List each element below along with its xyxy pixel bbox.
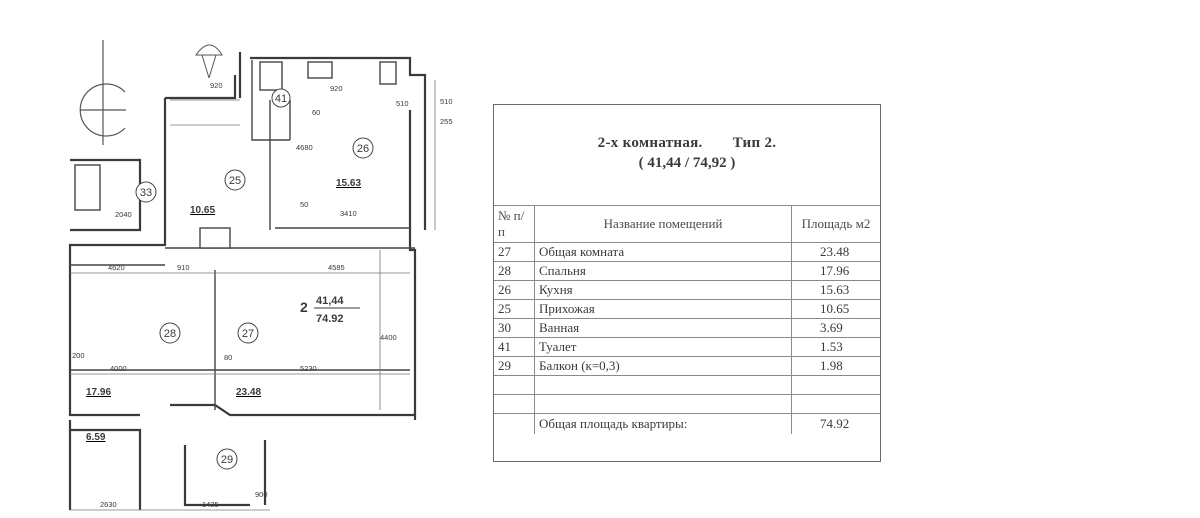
room-number: 26 [356, 143, 370, 155]
table-row: 27 Общая комната 23.48 [494, 243, 880, 262]
room-number: 27 [241, 328, 255, 340]
compass-icon [80, 40, 126, 145]
card-title: 2-х комнатная. [597, 135, 703, 151]
room-number: 28 [163, 328, 177, 340]
total-value: 74.92 [792, 414, 881, 435]
total-label: Общая площадь квартиры: [535, 414, 792, 435]
apartment-living-area: 41,44 [316, 295, 344, 307]
dimension-label: 920 [330, 84, 343, 93]
card-type: Тип 2. [732, 135, 777, 151]
dimension-label: 4400 [380, 333, 397, 342]
room-number: 41 [274, 93, 288, 105]
dimension-label: 920 [210, 81, 223, 90]
room-number: 33 [139, 187, 153, 199]
dimension-label: 255 [440, 117, 453, 126]
table-row: 25 Прихожая 10.65 [494, 300, 880, 319]
floor-plan [0, 0, 490, 518]
card-header [494, 105, 880, 206]
room-area: 23.48 [236, 387, 262, 398]
card-areas: ( 41,44 / 74,92 ) [638, 155, 736, 171]
room-number: 29 [220, 454, 234, 466]
table-row: 26 Кухня 15.63 [494, 281, 880, 300]
dimension-lines [70, 80, 435, 510]
rooms-table [494, 206, 880, 434]
dimension-label: 4000 [110, 364, 127, 373]
dimension-label: 2630 [100, 500, 117, 509]
table-row: 29 Балкон (к=0,3) 1.98 [494, 357, 880, 376]
dimension-label: 60 [312, 108, 321, 117]
table-row: 41 Туалет 1.53 [494, 338, 880, 357]
header-no: № п/п [494, 206, 535, 243]
header-area: Площадь м2 [792, 206, 881, 243]
dimension-label: 4620 [108, 263, 125, 272]
apartment-label [300, 295, 360, 325]
dimension-label: 900 [255, 490, 268, 499]
dimension-label: 3410 [340, 209, 357, 218]
dimension-label: 510 [396, 99, 409, 108]
table-row: 28 Спальня 17.96 [494, 262, 880, 281]
walls [70, 52, 425, 510]
balloon-icon [196, 45, 222, 78]
apartment-number: 2 [300, 299, 308, 315]
dimension-label: 200 [72, 351, 85, 360]
partitions [70, 60, 415, 410]
room-area: 10.65 [190, 205, 216, 216]
table-row: 30 Ванная 3.69 [494, 319, 880, 338]
room-area: 6.59 [86, 432, 106, 443]
total-row [494, 414, 880, 435]
dimension-label: 50 [300, 200, 309, 209]
dimension-label: 5230 [300, 364, 317, 373]
room-area: 17.96 [86, 387, 112, 398]
table-row [494, 376, 880, 395]
apartment-info-card [493, 104, 881, 462]
room-area: 15.63 [336, 178, 362, 189]
room-number: 25 [228, 175, 242, 187]
dimension-label: 2040 [115, 210, 132, 219]
dimension-label: 510 [440, 97, 453, 106]
dimension-label: 4585 [328, 263, 345, 272]
room-markers [136, 89, 373, 469]
dimension-label: 910 [177, 263, 190, 272]
dimension-label: 4680 [296, 143, 313, 152]
header-name: Название помещений [535, 206, 792, 243]
apartment-total-area: 74.92 [316, 313, 344, 325]
table-row [494, 395, 880, 414]
dimension-label: 80 [224, 353, 233, 362]
dimension-label: 1435 [202, 500, 219, 509]
card-title-line [494, 135, 880, 152]
